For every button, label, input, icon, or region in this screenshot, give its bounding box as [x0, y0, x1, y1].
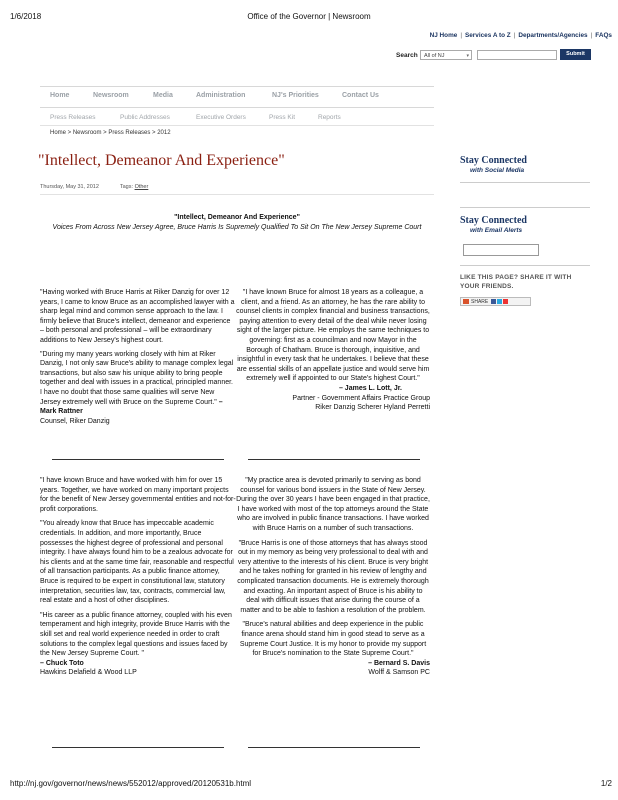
share-label: SHARE — [471, 299, 489, 305]
top-link-nj-home[interactable]: NJ Home — [429, 32, 458, 39]
quote-paragraph: "His career as a public finance attorney, coupled with his even temperament and high integrity, provide Bruce Harris with the skill set and real world experience needed in order to craft solutions to the complex legal questions and issues faced by the New Jersey Supreme Court. " — [40, 611, 232, 658]
subnav-press-kit[interactable]: Press Kit — [269, 114, 296, 121]
top-link-departments[interactable]: Departments/Agencies — [518, 32, 588, 39]
quote-paragraph: "Bruce Harris is one of those attorneys that has always stood out in my memory as being very professional to deal with and very attentive to the interests of his client. Bruce is very bright and he takes nothing for granted in his review of lengthy and complicated transaction documents. He is extremely thorough and exacting. An important aspect of Bruce is his ability to deal with difficult issues that arise during the course of a matter and to be able to fashion a resolution of the problem. — [237, 539, 429, 614]
quote-role: Hawkins Delafield & Wood LLP — [40, 669, 137, 677]
quote-toto — [40, 476, 236, 678]
stay-connected-email-title: Stay Connected — [460, 215, 527, 226]
top-links: NJ Home | Services A to Z | Departments/Agencies | FAQs — [429, 32, 612, 39]
quote-paragraph: "My practice area is devoted primarily to serving as bond counsel for various bond issuers in the State of New Jersey. During the over 30 years I have been engaged in that practice, I have worked with most of the top attorneys around the State who are involved in public finance transactions. I have worked with Bruce Harris on a number of such transactions. — [236, 477, 430, 532]
divider — [52, 747, 224, 748]
quote-paragraph: "I have known Bruce for almost 18 years as a colleague, a client, and a friend. As an attorney, he has the rare ability to counsel clients in complex financial and business transactions, paying attention to every detail of the deal while never losing sight of the larger picture. He employs the same techniques to governing: first as a councilman and now Mayor in the Borough of Chatham. Bruce is thorough, inquisitive, and insightful in every task that he undertakes. I believe that these are essential skills of an appellate justice and would serve him extremely well if appointed to our State's highest Court." — [236, 289, 430, 383]
facebook-icon — [491, 299, 496, 304]
divider — [460, 265, 590, 266]
divider — [40, 194, 434, 195]
share-icon — [463, 299, 469, 304]
quote-role: Partner - Government Affairs Practice Group — [292, 394, 430, 402]
divider — [52, 459, 224, 460]
quote-text: "During my many years working closely with him at Riker Danzig, I not only saw Bruce's ability to manage complex legal transactions, but also saw his unique ability to bring people together and deal with issues in a practical, principled manner. I have no doubt that those same qualities will serve New Jersey extremely well with Bruce on the Supreme Court." — [40, 350, 234, 406]
print-url: http://nj.gov/governor/news/news/552012/approved/20120531b.html — [10, 779, 252, 788]
quote-lott — [236, 288, 430, 413]
search-scope-value: All of NJ — [424, 53, 445, 59]
subnav-press-releases[interactable]: Press Releases — [50, 114, 96, 121]
tags-label: Tags: — [119, 184, 134, 190]
nav-contact[interactable]: Contact Us — [342, 92, 379, 99]
quote-role: Counsel, Riker Danzig — [40, 417, 110, 425]
quote-role: Riker Danzig Scherer Hyland Perretti — [315, 404, 430, 412]
top-link-faqs[interactable]: FAQs — [595, 32, 612, 39]
page-title: "Intellect, Demeanor And Experience" — [38, 152, 285, 169]
email-icon — [503, 299, 508, 304]
quote-davis — [236, 476, 430, 678]
subnav-reports[interactable]: Reports — [318, 114, 341, 121]
divider — [460, 207, 590, 208]
email-alerts-link[interactable]: with Email Alerts — [470, 227, 523, 234]
quote-paragraph: "You already know that Bruce has impeccable academic credentials. In addition, and more importantly, Bruce possesses the highest degree of professional and personal integrity. I have always found him to be a zealous advocate for his clients and at the same time fair, reasonable and respectful of all transaction participants. As a public finance attorney, Bruce is required to be expert in constitutional law, statutory interpretation, securities law, tax, contracts, commercial law, real estate and a host of other disciplines. — [40, 520, 234, 605]
divider — [248, 459, 420, 460]
quote-paragraph: "I have known Bruce and have worked with him for over 15 years. Together, we have worked on many important projects for the benefit of New Jersey governmental entities and not-for-profit corporations. — [40, 477, 236, 513]
quote-attribution: – Bernard S. Davis — [368, 659, 430, 667]
nav-administration[interactable]: Administration — [196, 92, 246, 99]
article-date: Thursday, May 31, 2012 — [40, 184, 99, 190]
breadcrumb[interactable]: Home > Newsroom > Press Releases > 2012 — [50, 130, 171, 136]
nav-home[interactable]: Home — [50, 92, 70, 99]
tag-link[interactable]: Other — [134, 184, 149, 190]
print-page-number: 1/2 — [600, 779, 612, 788]
quote-paragraph: "Having worked with Bruce Harris at Riker Danzig for over 12 years, I came to know Bruce as an accomplished lawyer with a sharp legal mind and common sense approach to the law. I firmly believe that Bruce's intellect, demeanor and experience – both personal and professional – will be extraordinary additions to New Jersey's highest court. — [40, 289, 235, 344]
chevron-down-icon: ▾ — [466, 53, 469, 59]
article-meta — [40, 184, 148, 190]
nav-newsroom[interactable]: Newsroom — [93, 92, 129, 99]
main-nav — [40, 86, 434, 108]
divider — [460, 182, 590, 183]
search-submit-button[interactable]: Submit — [560, 49, 591, 60]
divider — [40, 125, 434, 126]
print-title: Office of the Governor | Newsroom — [247, 12, 371, 21]
share-prompt: LIKE THIS PAGE? SHARE IT WITH YOUR FRIENDS. — [460, 274, 572, 290]
nav-priorities[interactable]: NJ's Priorities — [272, 92, 319, 99]
article-subheading: Voices From Across New Jersey Agree, Bruce Harris Is Supremely Qualified To Sit On The New Jersey Supreme Court — [52, 224, 422, 231]
quote-attribution: – James L. Lott, Jr. — [338, 384, 402, 392]
quote-attribution: – Chuck Toto — [40, 659, 84, 667]
quote-paragraph — [40, 350, 236, 417]
search-input[interactable] — [477, 50, 557, 60]
twitter-icon — [497, 299, 502, 304]
share-button[interactable] — [460, 297, 531, 306]
quote-rattner — [40, 288, 236, 426]
subnav-executive-orders[interactable]: Executive Orders — [196, 114, 246, 121]
social-media-link[interactable]: with Social Media — [470, 167, 525, 174]
quote-paragraph: "Bruce's natural abilities and deep experience in the public finance arena should stand him in good stead to serve as a Supreme Court Justice. It is my honor to provide my support for Bruce's nomination to the State Supreme Court." — [239, 621, 427, 658]
article-heading: "Intellect, Demeanor And Experience" — [174, 214, 300, 221]
top-link-services[interactable]: Services A to Z — [464, 32, 511, 39]
divider — [248, 747, 420, 748]
nav-media[interactable]: Media — [153, 92, 173, 99]
subnav-public-addresses[interactable]: Public Addresses — [120, 114, 170, 121]
print-date: 1/6/2018 — [10, 12, 42, 21]
quote-role: Wolff & Samson PC — [368, 669, 430, 677]
stay-connected-social-title: Stay Connected — [460, 155, 527, 166]
quote-attribution: – Mark Rattner — [40, 398, 223, 416]
search-scope-select[interactable] — [420, 50, 472, 60]
email-input[interactable] — [463, 244, 539, 256]
search-label: Search — [396, 52, 418, 59]
